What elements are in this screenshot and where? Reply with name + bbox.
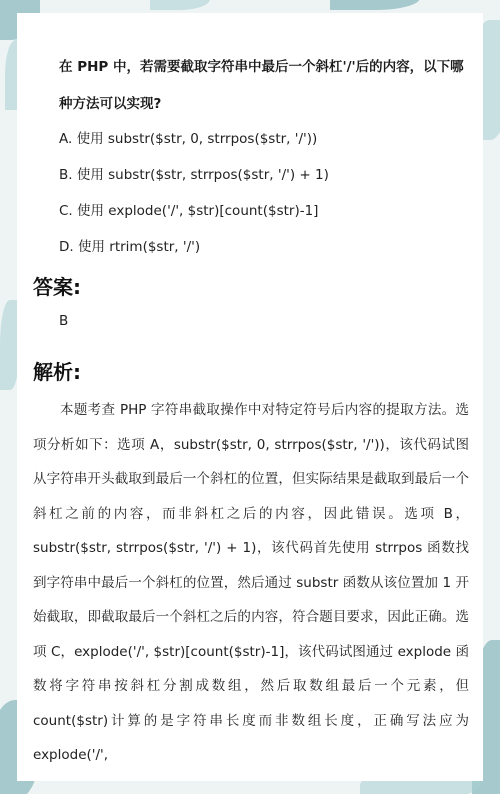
answer-value: B — [59, 313, 69, 329]
question-text: 在 PHP 中，若需要截取字符串中最后一个斜杠'/'后的内容，以下哪种方法可以实现? — [59, 59, 464, 112]
document-page — [17, 13, 483, 781]
analysis-heading: 解析: — [33, 360, 81, 384]
leaf-decoration — [330, 0, 420, 10]
option-c: C. 使用 explode('/', $str)[count($str)-1] — [59, 203, 319, 219]
option-b: B. 使用 substr($str, strrpos($str, '/') + 1) — [59, 167, 329, 183]
leaf-decoration — [150, 0, 210, 10]
options-list — [59, 121, 329, 265]
option-d: D. 使用 rtrim($str, '/') — [59, 239, 201, 255]
option-a: A. 使用 substr($str, 0, strrpos($str, '/')) — [59, 131, 318, 147]
answer-heading: 答案: — [33, 275, 81, 299]
analysis-text: 本题考查 PHP 字符串截取操作中对特定符号后内容的提取方法。选项分析如下：选项 A，substr($str, 0, strrpos($str, '/'))，该代码试图从字符串开头截取到最后一个斜杠的位置，但实际结果是截取到最后一个斜杠之前的内容，而非斜杠之后的内容，因此错误。选项 B，substr($str, strrpos($str, '/') + 1)，该代码首先使用 strrpos 函数找到字符串中最后一个斜杠的位置，然后通过 substr 函数从该位置加 1 开始截取，即截取最后一个斜杠之后的内容，符合题目要求，因此正确。选项 C，explode('/', $str)[count($str)-1]，该代码试图通过 explode 函数将字符串按斜杠分割成数组，然后取数组最后一个元素，但 count($str)计算的是字符串长度而非数组长度，正确写法应为 explode('/', — [33, 402, 469, 763]
